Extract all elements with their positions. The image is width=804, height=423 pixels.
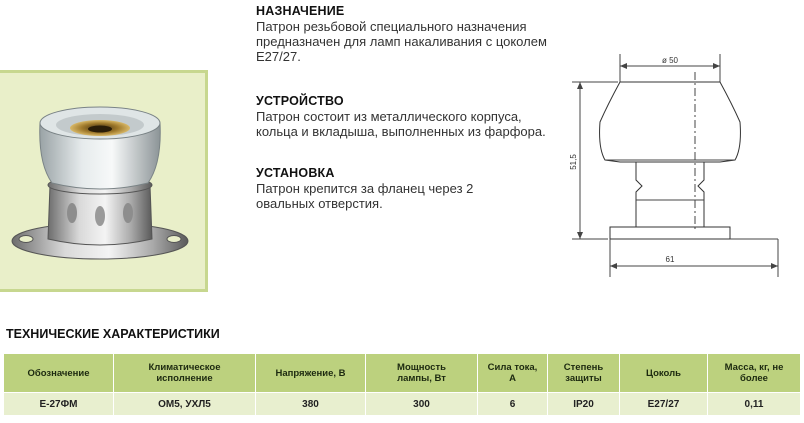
section-line: кольца и вкладыша, выполненных из фарфора. bbox=[256, 124, 546, 139]
header-current: Сила тока, А bbox=[478, 354, 548, 393]
table-header-row bbox=[4, 354, 801, 393]
header-designation: Обозначение bbox=[4, 354, 114, 393]
section-line: овальных отверстия. bbox=[256, 196, 383, 211]
section-title: УСТАНОВКА bbox=[256, 166, 335, 180]
header-voltage: Напряжение, В bbox=[256, 354, 366, 393]
product-photo-frame bbox=[0, 70, 208, 292]
cell-power: 300 bbox=[366, 393, 478, 416]
specs-table bbox=[3, 353, 801, 416]
header-mass: Масса, кг, не более bbox=[708, 354, 801, 393]
dim-height-label: 51,5 bbox=[569, 154, 578, 170]
section-line: предназначен для ламп накаливания с цоколем bbox=[256, 34, 547, 49]
section-title: НАЗНАЧЕНИЕ bbox=[256, 4, 345, 18]
header-protection: Степень защиты bbox=[548, 354, 620, 393]
section-construction bbox=[256, 94, 576, 139]
technical-drawing bbox=[570, 52, 785, 282]
dim-top-label: ø 50 bbox=[661, 56, 679, 65]
section-line: Патрон крепится за фланец через 2 bbox=[256, 181, 474, 196]
section-title: УСТРОЙСТВО bbox=[256, 94, 344, 108]
cell-mass: 0,11 bbox=[708, 393, 801, 416]
section-line: Патрон состоит из металлического корпуса, bbox=[256, 109, 522, 124]
section-line: Патрон резьбовой специального назначения bbox=[256, 19, 527, 34]
header-base: Цоколь bbox=[620, 354, 708, 393]
section-installation bbox=[256, 166, 576, 211]
cell-designation: Е-27ФМ bbox=[4, 393, 114, 416]
bowl-outline bbox=[600, 82, 741, 162]
cell-base: Е27/27 bbox=[620, 393, 708, 416]
dim-bottom-label: 61 bbox=[665, 255, 675, 264]
section-purpose bbox=[256, 4, 576, 64]
table-row bbox=[4, 393, 801, 416]
body-outline bbox=[636, 162, 704, 227]
lamp-socket-photo bbox=[0, 73, 205, 289]
section-line: Е27/27. bbox=[256, 49, 301, 64]
cell-protection: IP20 bbox=[548, 393, 620, 416]
cell-voltage: 380 bbox=[256, 393, 366, 416]
header-climatic: Климатическое исполнение bbox=[114, 354, 256, 393]
flange-outline bbox=[610, 227, 730, 239]
cell-current: 6 bbox=[478, 393, 548, 416]
header-power: Мощность лампы, Вт bbox=[366, 354, 478, 393]
cell-climatic: ОМ5, УХЛ5 bbox=[114, 393, 256, 416]
specs-title: ТЕХНИЧЕСКИЕ ХАРАКТЕРИСТИКИ bbox=[6, 327, 220, 341]
